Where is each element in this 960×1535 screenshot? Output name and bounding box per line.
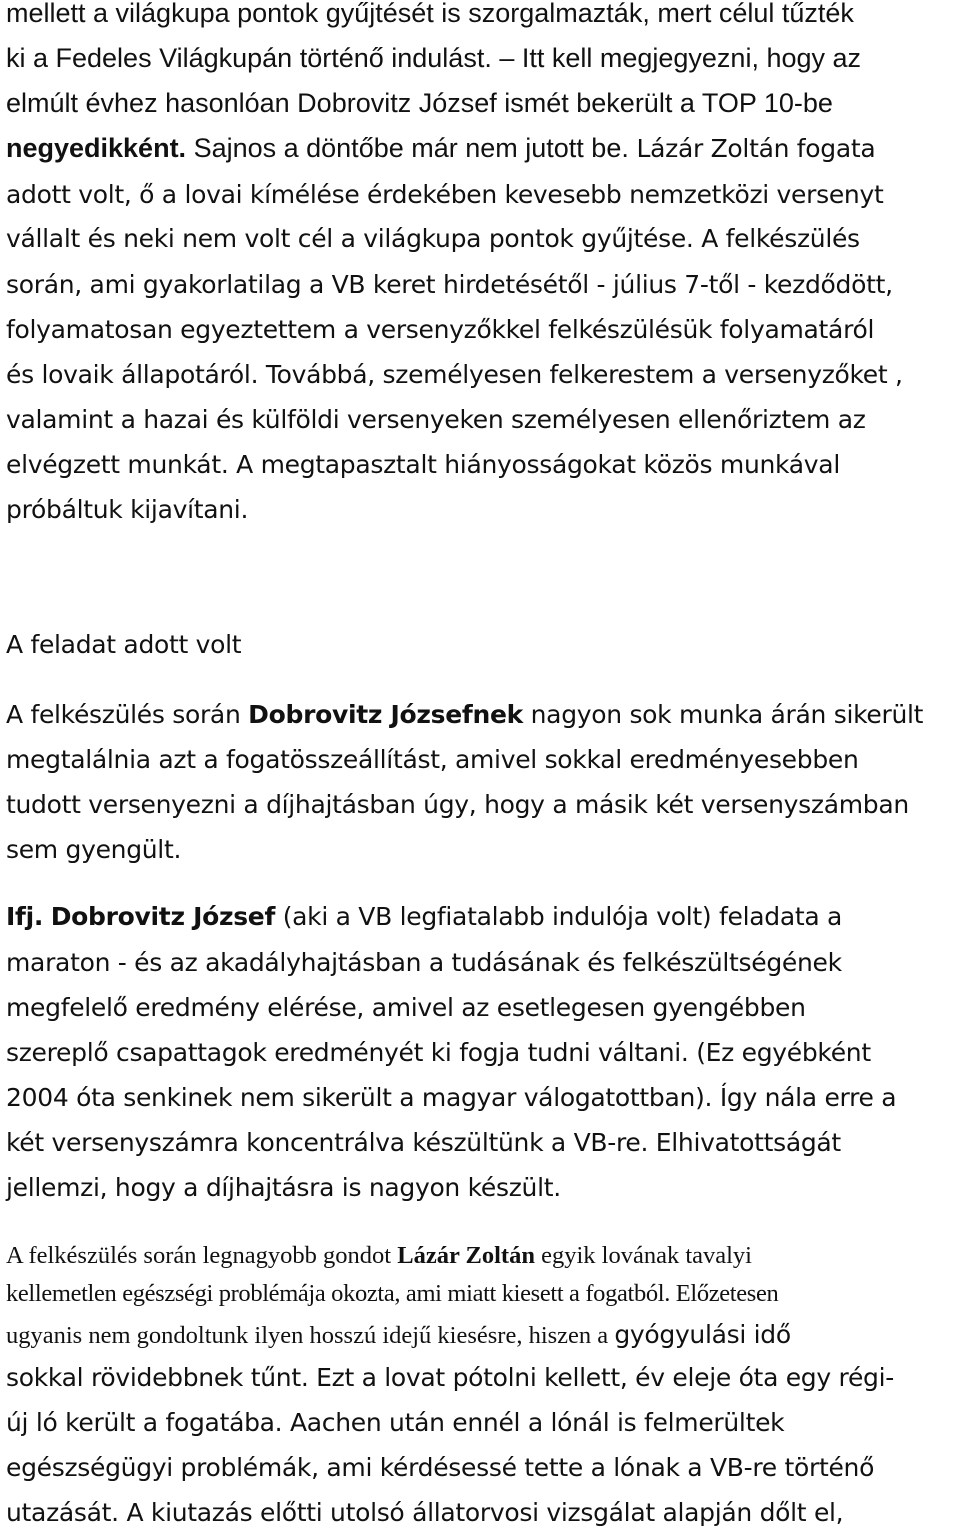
text-line — [6, 1453, 874, 1482]
text-span: ugyanis nem gondoltunk ilyen hosszú idejű kiesésre, hiszen a — [6, 1322, 615, 1349]
text-span: A felkészülés során legnagyobb gondot — [6, 1242, 398, 1269]
text-span: sokkal rövidebbnek tűnt. Ezt a lovat pótolni kellett, év eleje óta egy régi- — [6, 1363, 894, 1392]
text-span: kellemetlen egészségi problémája okozta, ami miatt kiesett a fogatból. Előzetesen — [6, 1280, 779, 1307]
text-line — [6, 88, 833, 119]
text-line — [6, 1038, 871, 1067]
text-line — [6, 1280, 778, 1308]
text-span: egyik lovának tavalyi — [534, 1242, 752, 1269]
text-span: szereplő csapattagok eredményét ki fogja tudni váltani. (Ez egyébként — [6, 1038, 871, 1067]
text-line — [6, 405, 866, 434]
text-line — [6, 700, 923, 729]
text-line — [6, 993, 806, 1022]
text-line — [6, 1320, 791, 1350]
text-line — [6, 1363, 894, 1392]
text-line — [6, 133, 875, 164]
text-line — [6, 1498, 843, 1527]
text-span: mellett a világkupa pontok gyűjtését is szorgalmazták, mert célul tűzték — [6, 0, 854, 28]
text-span: megfelelő eredmény elérése, amivel az esetlegesen gyengébben — [6, 993, 806, 1022]
text-line — [6, 790, 909, 819]
text-line — [6, 1408, 784, 1437]
bold-text: Lázár Zoltán — [397, 1242, 535, 1269]
text-line — [6, 1128, 841, 1157]
text-line — [6, 450, 840, 479]
text-span: új ló került a fogatába. Aachen után ennél a lónál is felmerültek — [6, 1408, 785, 1437]
bold-text: Ifj. — [6, 902, 44, 931]
text-span: adott volt, ő a lovai kímélése érdekében kevesebb nemzetközi versenyt — [6, 180, 884, 209]
text-span: sem gyengült. — [6, 835, 182, 864]
text-line — [6, 745, 859, 774]
text-span: nagyon sok munka árán sikerült — [522, 700, 924, 729]
text-span: Lázár Zoltán fogata — [628, 134, 876, 163]
text-line — [6, 948, 842, 977]
text-span: maraton - és az akadályhajtásban a tudásának és felkészültségének — [6, 948, 842, 977]
text-span: (aki a VB legfiatalabb indulója volt) feladata a — [275, 902, 843, 931]
text-span: elvégzett munkát. A megtapasztalt hiányosságokat közös munkával — [6, 450, 840, 479]
text-span: ki a Fedeles Világkupán történő indulást. – Itt kell megjegyezni, hogy az — [6, 43, 862, 73]
text-span: utazását. A kiutazás előtti utolsó állatorvosi vizsgálat alapján dőlt el, — [6, 1498, 844, 1527]
text-line — [6, 1173, 561, 1202]
text-span: valamint a hazai és külföldi versenyeken személyesen ellenőriztem az — [6, 405, 866, 434]
heading-text: A feladat adott volt — [6, 630, 242, 659]
section-heading — [6, 630, 241, 659]
bold-text: Dobrovitz József — [50, 902, 276, 931]
text-line — [6, 180, 883, 209]
text-line — [6, 1242, 752, 1270]
text-span: Sajnos a döntőbe már nem jutott be. — [186, 133, 629, 163]
text-span: és lovaik állapotáról. Továbbá, személyesen felkerestem a versenyzőket , — [6, 360, 903, 389]
text-span: elmúlt évhez hasonlóan Dobrovitz József ismét bekerült a TOP 10-be — [6, 88, 833, 118]
text-line — [6, 360, 903, 389]
text-line — [6, 1083, 896, 1112]
text-span: tudott versenyezni a díjhajtásban úgy, hogy a másik két versenyszámban — [6, 790, 909, 819]
text-line — [6, 835, 181, 864]
text-span: két versenyszámra koncentrálva készültünk a VB-re. Elhivatottságát — [6, 1128, 841, 1157]
text-line — [6, 270, 893, 299]
text-line — [6, 43, 861, 74]
text-line — [6, 224, 860, 253]
text-line — [6, 0, 854, 29]
bold-text: Dobrovitz Józsefnek — [248, 700, 523, 729]
text-span: jellemzi, hogy a díjhajtásra is nagyon készült. — [6, 1173, 561, 1202]
text-line — [6, 495, 248, 524]
text-span: folyamatosan egyeztettem a versenyzőkkel felkészülésük folyamatáról — [6, 315, 875, 344]
text-span: A felkészülés során — [6, 700, 249, 729]
text-line — [6, 315, 874, 344]
text-span: próbáltuk kijavítani. — [6, 495, 249, 524]
text-line — [6, 902, 842, 931]
text-span: gyógyulási idő — [614, 1320, 791, 1349]
text-span: során, ami gyakorlatilag a VB keret hirdetésétől - július 7-től - kezdődött, — [6, 270, 893, 299]
text-span — [43, 902, 51, 931]
text-span: 2004 óta senkinek nem sikerült a magyar válogatottban). Így nála erre a — [6, 1083, 897, 1112]
text-span: vállalt és neki nem volt cél a világkupa pontok gyűjtése. A felkészülés — [6, 224, 860, 253]
text-span: egészségügyi problémák, ami kérdésessé tette a lónak a VB-re történő — [6, 1453, 875, 1482]
bold-text: negyedikként. — [6, 133, 187, 163]
text-span: megtalálnia azt a fogatösszeállítást, amivel sokkal eredményesebben — [6, 745, 859, 774]
